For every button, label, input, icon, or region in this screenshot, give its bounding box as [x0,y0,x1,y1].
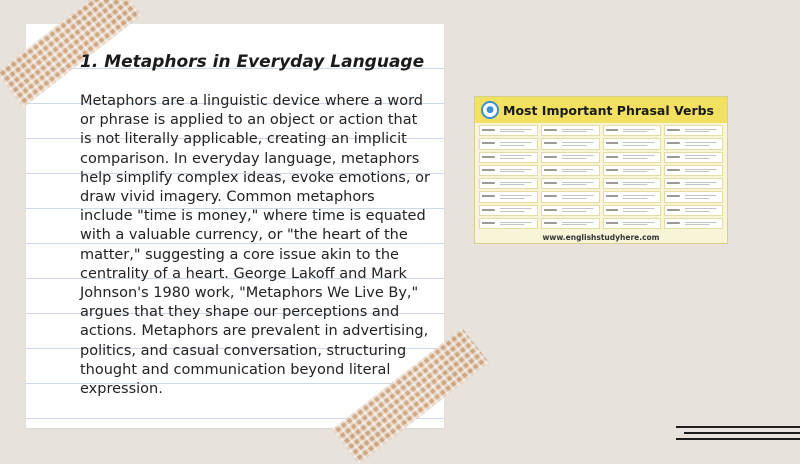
table-cell [541,178,600,189]
decorative-line [676,426,800,428]
table-cell [664,178,723,189]
table-cell [603,191,662,202]
image-website-url: www.englishstudyhere.com [542,233,660,242]
table-cell [603,152,662,163]
table-cell [603,218,662,229]
table-cell [479,191,538,202]
table-cell [664,218,723,229]
table-cell [541,218,600,229]
slide-title: 1. Metaphors in Everyday Language [80,52,425,72]
decorative-lines [676,424,800,444]
table-cell [541,138,600,149]
phrasal-verbs-image [474,96,728,244]
table-cell [479,218,538,229]
table-cell [603,205,662,216]
table-cell [664,205,723,216]
table-cell [664,191,723,202]
table-cell [541,152,600,163]
table-cell [603,125,662,136]
table-cell [541,191,600,202]
table-cell [541,125,600,136]
table-column [603,125,662,229]
phrasal-verbs-table [479,125,723,229]
table-cell [479,205,538,216]
decorative-line [676,438,800,440]
table-column [541,125,600,229]
table-column [479,125,538,229]
globe-icon: ● [481,101,499,119]
table-cell [603,165,662,176]
table-cell [541,205,600,216]
table-cell [664,152,723,163]
slide-body-text: Metaphors are a linguistic device where a word or phrase is applied to an object or action that is not literally applicable, creating an implicit comparison. In everyday language, metaphors help simplify complex ideas, evoke emotions, or draw vivid imagery. Common metaphors include "time is money," where time is equated with a valuable currency, or "the heart of the matter," suggesting a core issue akin to the centrality of a heart. George Lakoff and Mark Johnson's 1980 work, "Metaphors We Live By," argues that they shape our perceptions and actions. Metaphors are prevalent in advertising, politics, and casual conversation, structuring thought and communication beyond literal expression. [80,93,430,398]
decorative-line [684,432,800,434]
table-cell [603,138,662,149]
table-cell [479,125,538,136]
image-title: Most Important Phrasal Verbs [503,102,714,118]
table-column [664,125,723,229]
table-cell [541,165,600,176]
table-cell [479,138,538,149]
table-cell [603,178,662,189]
image-header [475,97,727,123]
table-cell [479,152,538,163]
table-cell [664,125,723,136]
table-cell [479,165,538,176]
table-cell [664,165,723,176]
table-cell [664,138,723,149]
table-cell [479,178,538,189]
